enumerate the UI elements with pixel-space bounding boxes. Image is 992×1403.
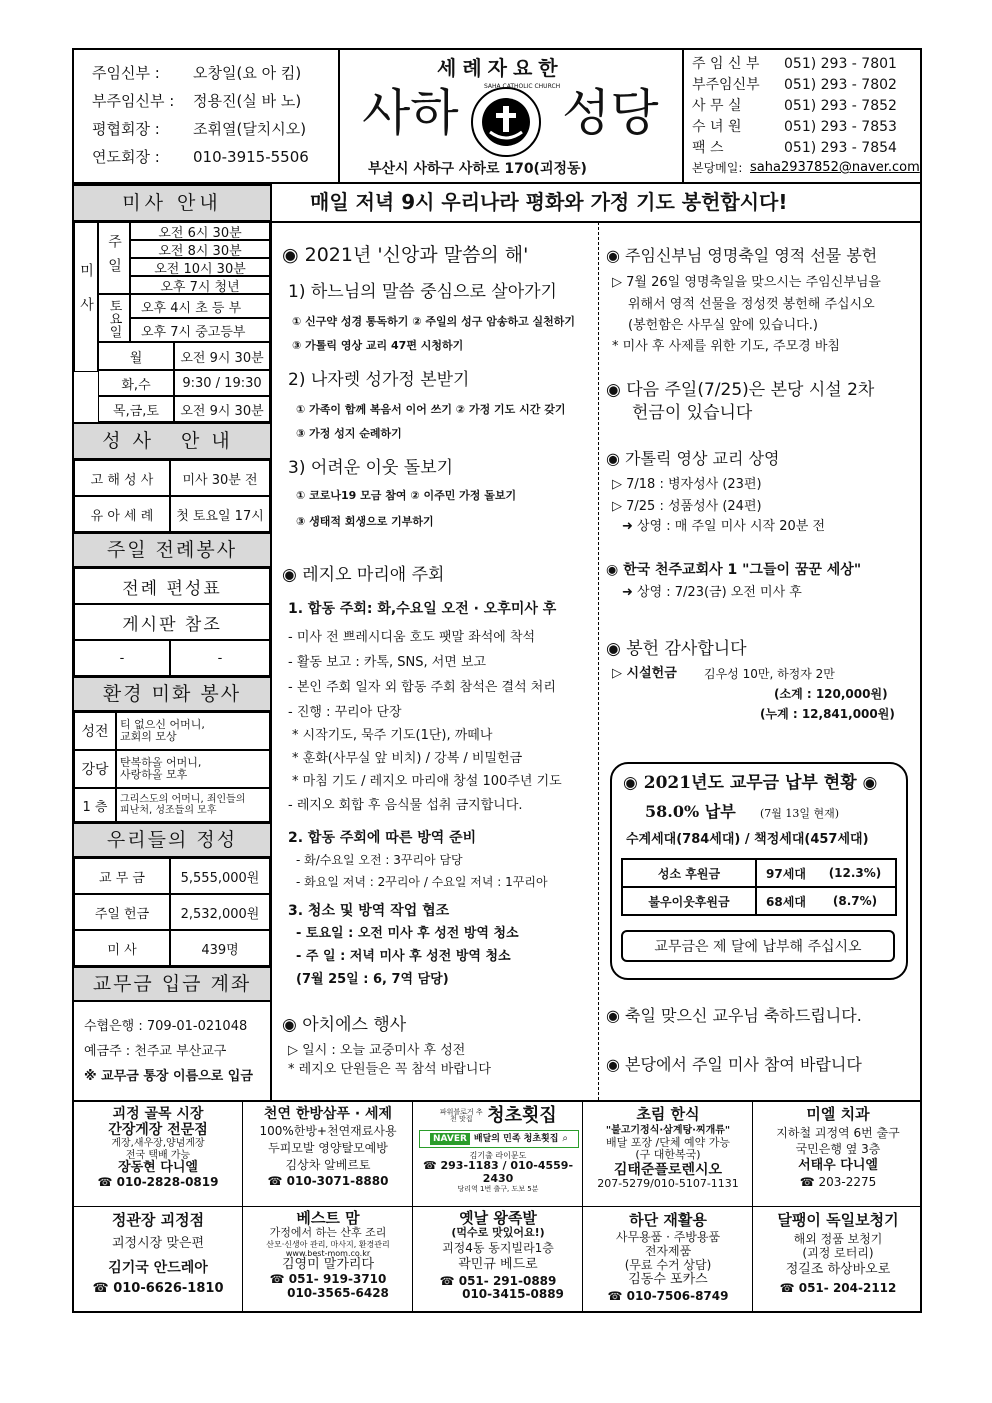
gift-item: (봉헌함은 사무실 앞에 있습니다.): [628, 318, 818, 333]
thanks-subtotal: (소계 : 120,000원): [774, 687, 888, 701]
offering-value: 2,532,000원: [170, 894, 270, 930]
ad-line: ☎ 051- 919-3710: [269, 1272, 387, 1287]
ad-line: 정관장 괴정점: [111, 1211, 205, 1229]
sacrament-time: 첫 토요일 17시: [170, 496, 270, 532]
saturday-mass-time: 오후 4시 초 등 부: [130, 294, 270, 318]
mass-title: 미사 안내: [74, 184, 270, 222]
legio-item: - 레지오 회합 후 음식물 섭취 금지합니다.: [288, 798, 523, 813]
env-place: 강당: [74, 750, 116, 788]
staff-name: 오창일(요 아 킴): [193, 64, 302, 82]
theme-item: ③ 생태적 회생으로 기부하기: [296, 515, 434, 528]
history-item: ➜ 상영 : 7/23(금) 오전 미사 후: [622, 585, 802, 600]
contact-phone: 051) 293 - 7801: [784, 56, 897, 72]
parish-name-left: 사하: [362, 84, 459, 142]
staff-name: 조휘열(달치시오): [193, 120, 307, 138]
offering-name: 미 사: [74, 930, 170, 966]
thanks-title: ◉ 봉헌 감사합니다: [606, 639, 747, 659]
ad-dental: [756, 1106, 920, 1190]
dues-table-name: 성소 후원금: [621, 858, 757, 888]
contact-label: 팩 스: [692, 140, 724, 156]
weekday-day: 월: [98, 342, 174, 370]
theme-item: ① 가족이 함께 복음서 이어 쓰기 ② 가정 기도 시간 갖기: [296, 403, 566, 416]
ads-vline-3: [582, 1100, 583, 1312]
offering-name: 교 무 금: [74, 858, 170, 894]
legio-item: * 시작기도, 묵주 기도(1단), 까떼나: [292, 728, 493, 743]
ad-line: 010-3415-0889: [462, 1287, 564, 1302]
ad-postpartum: [246, 1210, 410, 1301]
ad-line: 옛날 왕족발: [459, 1209, 537, 1227]
dues-table-pct: (8.7%): [815, 886, 897, 916]
env-place: 1 층: [74, 788, 116, 822]
ad-line: 청초횟집: [487, 1105, 557, 1126]
header-vline-2: [682, 48, 684, 183]
ad-line: ☎ 051- 291-0889: [439, 1273, 557, 1288]
contact-label: 부주임신부: [692, 77, 760, 93]
ad-line: 괴정시장 맞은편: [111, 1236, 205, 1252]
dues-table-pct: (12.3%): [815, 858, 897, 888]
sacrament-name: 고 해 성 사: [74, 460, 170, 496]
dues-rate: 58.0% 납부: [645, 802, 736, 821]
gift-item: 위해서 영적 선물을 정성껏 봉헌해 주십시오: [628, 297, 875, 312]
weekday-time: 오전 9시 30분: [174, 396, 270, 422]
legio-item: - 화요일 저녁 : 2꾸리아 / 수요일 저녁 : 1꾸리아: [296, 875, 548, 889]
ad-shampoo: [246, 1106, 410, 1189]
banner-divider: [270, 221, 922, 223]
thanks-donors: 김우성 10만, 하정자 2만: [704, 667, 835, 681]
banner-title: 매일 저녁 9시 우리나라 평화와 가정 기도 봉헌합시다!: [310, 190, 788, 214]
saturday-label: [98, 294, 130, 342]
liturgy-blank: -: [170, 640, 270, 676]
contact-phone: 051) 293 - 7854: [784, 140, 897, 156]
header-vline-1: [338, 48, 340, 183]
ad-line: ☎ 051- 204-2112: [779, 1280, 897, 1295]
offering-value: 5,555,000원: [170, 858, 270, 894]
staff-role: 주임신부 :: [92, 64, 160, 82]
year-title: ◉ 2021년 '신앙과 말씀의 해': [282, 244, 529, 266]
offering-value: 439명: [170, 930, 270, 966]
contact-label: 사 무 실: [692, 98, 742, 114]
ad-line: 괴정 골목 시장: [112, 1106, 204, 1122]
logo-text: SAHA CATHOLIC CHURCH: [484, 83, 561, 90]
theme-item: ③ 가정 성지 순례하기: [296, 427, 402, 440]
ad-line: 207-5279/010-5107-1131: [597, 1177, 739, 1191]
account-line: 수협은행 : 709-01-021048: [84, 1019, 248, 1034]
ad-line: "불고기정식·삼계탕·찌개류": [605, 1125, 731, 1137]
liturgy-blank: -: [74, 640, 170, 676]
gift-item: * 미사 후 사제를 위한 기도, 주모경 바침: [612, 339, 840, 354]
ads-vline-2: [412, 1100, 413, 1312]
thanks-total: (누계 : 12,841,000원): [760, 707, 895, 721]
ad-line: 하단 재활용: [629, 1211, 707, 1229]
ad-line: 당리역 1번 출구, 도보 5분: [457, 1185, 539, 1194]
legio-item: * 마침 기도 / 레지오 마리애 창설 100주년 기도: [292, 774, 562, 789]
liturgy-row: 전례 편성표: [74, 568, 270, 604]
ad-line: 전국 택배 가능: [125, 1149, 191, 1161]
legio-heading: 2. 합동 주회에 따른 방역 준비: [288, 830, 477, 846]
env-group-line: 탄복하올 어머니,: [120, 755, 202, 769]
ad-restaurant: [416, 1106, 580, 1193]
ad-line: 게장,새우장,양념게장: [111, 1138, 205, 1150]
account-line: ※ 교무금 통장 이름으로 입금: [84, 1069, 253, 1084]
ad-line: 김영미 말가리다: [281, 1257, 375, 1273]
env-place: 성전: [74, 712, 116, 750]
ads-vline-1: [242, 1100, 243, 1312]
env-group-line: 교회의 모상: [120, 730, 177, 743]
sunday-mass-time: 오전 10시 30분: [130, 258, 270, 276]
ad-ginseng: [76, 1212, 240, 1297]
staff-name: 010-3915-5506: [193, 148, 309, 166]
account-line: 예금주 : 천주교 부산교구: [84, 1044, 227, 1059]
dues-date: (7월 13일 현재): [760, 807, 840, 820]
ad-line: 배달의 민족 청초횟집: [473, 1133, 559, 1144]
history-title: ◉ 한국 천주교회사 1 "그들이 꿈꾼 세상": [606, 562, 862, 578]
ad-recycle: [586, 1212, 750, 1303]
liturgy-row: 게시판 참조: [74, 604, 270, 640]
env-group: [116, 788, 270, 822]
ad-line: (무료 수거 상담): [624, 1257, 712, 1272]
ad-line: 초림 한식: [636, 1105, 700, 1123]
account-title: 교무금 입금 계좌: [74, 966, 270, 1002]
email-link[interactable]: saha2937852@naver.com: [750, 160, 920, 175]
ad-line: (괴정 로터리): [802, 1246, 874, 1261]
ad-line: 파워블로거 추천 맛집: [439, 1107, 483, 1124]
ad-line: 간장게장 전문점: [108, 1122, 208, 1139]
contact-label: 수 녀 원: [692, 119, 742, 135]
env-group: [116, 712, 270, 750]
ad-line: ☎ 203-2275: [799, 1174, 877, 1189]
gift-title: ◉ 주임신부님 영명축일 영적 선물 봉헌: [606, 246, 878, 265]
ad-line: 지하철 괴정역 6번 출구: [776, 1126, 900, 1141]
ad-line: 두피모발 영양탈모예방: [268, 1140, 388, 1155]
ad-line: 김동수 포카스: [628, 1271, 708, 1287]
ad-line: 배달 포장 /단체 예약 가능: [606, 1135, 730, 1149]
ad-line: 김기출 라이문도: [469, 1150, 527, 1160]
acies-item: * 레지오 단원들은 꼭 참석 바랍니다: [288, 1062, 491, 1077]
acies-item: ▷ 일시 : 오늘 교중미사 후 성전: [288, 1043, 466, 1058]
sacrament-name: 유 아 세 례: [74, 496, 170, 532]
theme-heading: 1) 하느님의 말씀 중심으로 살아가기: [288, 282, 557, 302]
ad-line: ☎ 010-6626-1810: [92, 1281, 224, 1297]
legio-item: - 진행 : 꾸리아 단장: [288, 705, 402, 720]
env-group-line: 그리스도의 어머니, 죄인들의: [120, 794, 246, 805]
env-group-line: 티 없으신 어머니,: [120, 717, 205, 731]
weekday-day: 목,금,토: [98, 396, 174, 422]
ad-line: www.best-mom.co.kr: [285, 1249, 371, 1259]
ad-line: 괴정4동 동지빌라1층: [442, 1240, 554, 1255]
video-item: ▷ 7/18 : 병자성사 (23편): [612, 477, 762, 492]
staff-role: 부주임신부 :: [92, 92, 175, 110]
next-sunday-title: ◉ 다음 주일(7/25)은 본당 시설 2차: [606, 380, 875, 400]
sunday-label-text: 주일: [106, 234, 122, 282]
ad-line: 장동현 다니엘: [118, 1160, 198, 1176]
email-label: 본당메일:: [692, 161, 743, 175]
ad-line: (먹수로 맛있어요!): [451, 1226, 545, 1240]
ads-top-divider: [72, 1100, 922, 1102]
gift-item: ▷ 7월 26일 영명축일을 맞으시는 주임신부님을: [612, 275, 881, 290]
staff-name: 정용진(실 바 노): [193, 92, 302, 110]
staff-role: 평협회장 :: [92, 120, 160, 138]
ad-line: 달팽이 독일보청기: [777, 1211, 899, 1229]
ad-line: 100%한방+천연재료사용: [259, 1124, 397, 1139]
liturgy-title: 주일 전례봉사: [74, 532, 270, 568]
sidebar-divider: [270, 182, 272, 1100]
ad-line: 국민은행 옆 3층: [795, 1142, 881, 1157]
weekday-time: 오전 9시 30분: [174, 342, 270, 370]
env-group: [116, 750, 270, 788]
dues-table-name: 불우이웃후원금: [621, 886, 757, 916]
ad-line: 천연 한방삼푸 · 세제: [263, 1106, 393, 1122]
env-group-line: 사랑하올 모후: [120, 768, 188, 781]
ad-line: ☎ 010-3071-8880: [267, 1174, 389, 1189]
parish-subtitle: 세례자요한: [437, 56, 564, 80]
theme-item: ① 신구약 성경 통독하기 ② 주일의 성구 암송하고 실천하기: [292, 315, 576, 328]
ad-hearing-aid: [756, 1212, 920, 1296]
dues-title: ◉ 2021년도 교무금 납부 현황 ◉: [623, 773, 878, 793]
ad-line: 김기국 안드레아: [108, 1260, 208, 1277]
attend-notice: ◉ 본당에서 주일 미사 참여 바랍니다: [606, 1055, 862, 1074]
ad-line: 서태우 다니엘: [798, 1157, 878, 1173]
sacrament-time: 미사 30분 전: [170, 460, 270, 496]
naver-badge: NAVER: [430, 1133, 470, 1145]
parish-name-right: 성당: [562, 84, 659, 142]
thanks-label: ▷ 시설헌금: [612, 666, 677, 681]
ad-line: 산모·신생아 관리, 마사지, 환경관리: [266, 1239, 390, 1249]
ad-line: 김태준플로렌시오: [613, 1162, 723, 1179]
video-item: ▷ 7/25 : 성품성사 (24편): [612, 499, 762, 514]
theme-heading: 3) 어려운 이웃 돌보기: [288, 458, 454, 478]
ad-line: ☎ 010-7506-8749: [607, 1288, 729, 1303]
ad-line: ☎ 010-2828-0819: [97, 1175, 219, 1190]
parish-address: 부산시 사하구 사하로 170(괴정동): [368, 161, 587, 177]
ad-market: [76, 1106, 240, 1190]
search-icon: ⌕: [562, 1132, 569, 1144]
ad-jokbal: [416, 1210, 580, 1302]
dues-table-count: 68세대: [755, 886, 815, 916]
video-title: ◉ 가톨릭 영상 교리 상영: [606, 449, 780, 468]
contact-phone: 051) 293 - 7853: [784, 119, 897, 135]
weekday-day: 화,수: [98, 370, 174, 396]
ad-line: (구 대한복국): [635, 1148, 701, 1162]
legio-item: - 화/수요일 오전 : 3꾸리아 담당: [296, 853, 463, 867]
mass-label: [74, 222, 98, 372]
ads-vline-4: [752, 1100, 753, 1312]
saturday-label-text: 토요일: [106, 298, 122, 338]
legio-item: - 본인 주회 일자 외 합동 주회 참석은 결석 처리: [288, 680, 556, 695]
legio-item: - 활동 보고 : 카톡, SNS, 서면 보고: [288, 655, 487, 670]
ad-line: 베스트 맘: [296, 1209, 360, 1227]
env-title: 환경 미화 봉사: [74, 676, 270, 712]
legio-item: (7월 25일 : 6, 7역 담당): [296, 972, 449, 987]
legio-item: - 토요일 : 오전 미사 후 성전 방역 청소: [296, 926, 519, 941]
offering-name: 주일 헌금: [74, 894, 170, 930]
ad-line: 곽민규 베드로: [458, 1256, 538, 1272]
ad-line: 정길조 하상바오로: [785, 1261, 891, 1277]
legio-heading: 3. 청소 및 방역 작업 협조: [288, 903, 450, 919]
mass-label-text: 미사: [78, 263, 94, 331]
weekday-time: 9:30 / 19:30: [174, 370, 270, 396]
column-divider: [598, 222, 599, 1100]
offering-title: 우리들의 정성: [74, 822, 270, 858]
contact-phone: 051) 293 - 7852: [784, 98, 897, 114]
ad-line: 김상차 알베르토: [285, 1157, 371, 1172]
dues-table-count: 97세대: [755, 858, 815, 888]
next-sunday-title: 헌금이 있습니다: [632, 403, 753, 423]
ad-line: ☎ 293-1183 / 010-4559-2430: [422, 1158, 574, 1185]
ads-mid-divider: [72, 1206, 922, 1207]
legio-item: * 훈화(사무실 앞 비치) / 강복 / 비밀헌금: [292, 751, 523, 766]
legio-heading: 1. 합동 주회: 화,수요일 오전 · 오후미사 후: [288, 601, 557, 617]
feast-notice: ◉ 축일 맞으신 교우님 축하드립니다.: [606, 1006, 862, 1025]
video-item: ➜ 상영 : 매 주일 미사 시작 20분 전: [622, 519, 826, 534]
legio-title: ◉ 레지오 마리애 주회: [282, 565, 445, 585]
saturday-mass-time: 오후 7시 중고등부: [130, 318, 270, 342]
theme-item: ① 코로나19 모금 참여 ② 이주민 가정 돌보기: [296, 489, 517, 502]
church-logo: [470, 83, 561, 158]
ad-line: 가정에서 하는 산후 조리: [269, 1226, 387, 1240]
sunday-mass-time: 오전 6시 30분: [130, 222, 270, 240]
ad-line: 010-3565-6428: [287, 1286, 389, 1300]
sunday-label: [98, 222, 130, 294]
contact-phone: 051) 293 - 7802: [784, 77, 897, 93]
env-group-line: 피난처, 성조들의 모후: [120, 805, 217, 816]
ad-korean-food: [586, 1106, 750, 1191]
dues-notice: 교무금은 제 달에 납부해 주십시오: [621, 930, 895, 962]
theme-heading: 2) 나자렛 성가정 본받기: [288, 370, 470, 390]
sunday-mass-time: 오후 7시 청년: [130, 276, 270, 294]
ad-line: 전자제품: [644, 1244, 692, 1259]
legio-item: - 주 일 : 저녁 미사 후 성전 방역 청소: [296, 949, 511, 964]
ad-line: 해외 정품 보청기: [793, 1232, 883, 1247]
contact-label: 주 임 신 부: [692, 56, 760, 72]
ad-line: 사무용품 · 주방용품: [615, 1230, 721, 1245]
sunday-mass-time: 오전 8시 30분: [130, 240, 270, 258]
ad-line: 미엘 치과: [806, 1105, 870, 1123]
theme-item: ③ 가톨릭 영상 교리 47편 시청하기: [292, 339, 464, 352]
staff-role: 연도회장 :: [92, 148, 160, 166]
acies-title: ◉ 아치에스 행사: [282, 1015, 407, 1035]
church-logo-icon: [470, 86, 542, 158]
dues-households: 수계세대(784세대) / 책정세대(457세대): [626, 832, 869, 847]
sacrament-title: 성사 안내: [74, 422, 270, 460]
legio-item: - 미사 전 쁘레시디움 호도 팻말 좌석에 착석: [288, 630, 536, 645]
